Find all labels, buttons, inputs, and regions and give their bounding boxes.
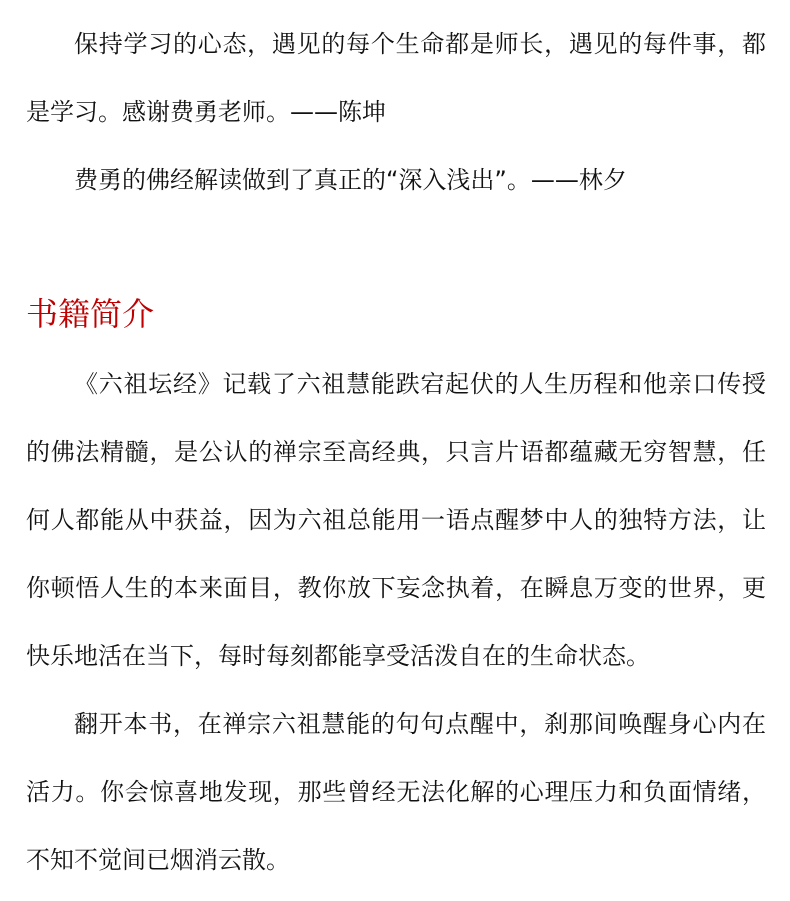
intro-paragraph-1: 《六祖坛经》记载了六祖慧能跌宕起伏的人生历程和他亲口传授的佛法精髓，是公认的禅宗至高经典，只言片语都蕴藏无穷智慧，任何人都能从中获益，因为六祖总能用一语点醒梦中人的独特方法，让你顿悟人生的本来面目，教你放下妄念执着，在瞬息万变的世界，更快乐地活在当下，每时每刻都能享受活泼自在的生命状态。 [26, 370, 766, 670]
intro-paragraph-2: 翻开本书，在禅宗六祖慧能的句句点醒中，刹那间唤醒身心内在活力。你会惊喜地发现，那些曾经无法化解的心理压力和负面情绪，不知不觉间已烟消云散。 [26, 710, 766, 874]
testimonial-lin-xi: 费勇的佛经解读做到了真正的“深入浅出”。——林夕 [74, 166, 627, 194]
testimonial-chen-kun: 保持学习的心态，遇见的每个生命都是师长，遇见的每件事，都是学习。感谢费勇老师。——陈坤 [26, 30, 766, 126]
section-title-book-intro: 书籍简介 [26, 295, 155, 333]
